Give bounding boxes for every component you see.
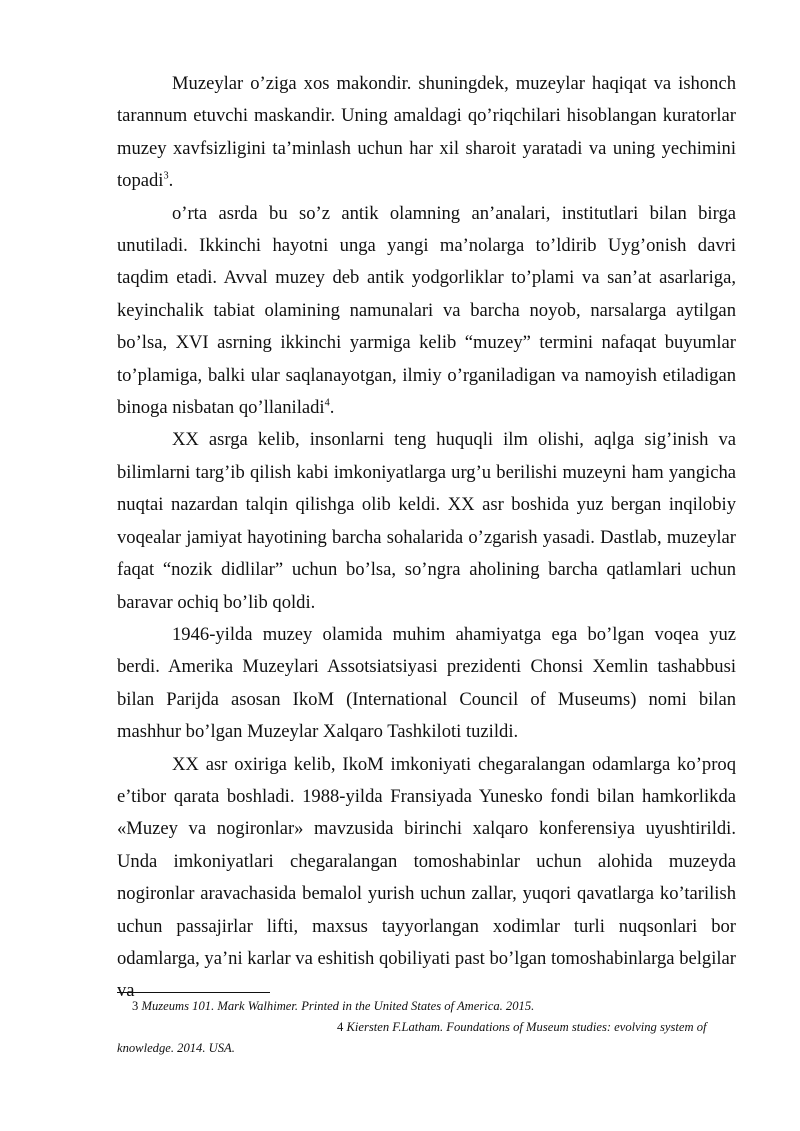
footnote-4 xyxy=(117,1017,736,1059)
footnotes xyxy=(117,996,736,1059)
footnote-text: Muzeums 101. Mark Walhimer. Printed in the United States of America. 2015. xyxy=(141,999,535,1013)
footnote-3 xyxy=(117,996,736,1017)
paragraph-end: . xyxy=(329,397,335,419)
paragraph-2 xyxy=(117,198,736,425)
body-text xyxy=(117,68,736,1008)
paragraph-end: . xyxy=(168,170,174,192)
footnote-ref-3: 3 xyxy=(163,170,169,182)
paragraph-text: o’rta asrda bu so’z antik olamning an’analari, institutlari bilan birga unutiladi. Ikkinchi hayotni unga yangi ma’nolarga to’ldirib Uyg’onish davri taqdim etadi. Avval muzey deb antik yodgorliklar to’plami va san’at asarlariga, keyinchalik tabiat olamining namunalari va barcha noyob, narsalarga aytilgan bo’lsa, XVI asrning ikkinchi yarmiga kelib “muzey” termini nafaqat buyumlar to’plamiga, balki ular saqlanayotgan, ilmiy o’rganiladigan va namoyish etiladigan binoga nisbatan qo’llaniladi xyxy=(117,202,736,419)
paragraph-text: Muzeylar o’ziga xos makondir. shuningdek, muzeylar haqiqat va ishonch tarannum etuvchi maskandir. Uning amaldagi qo’riqchilari hisoblangan kuratorlar muzey xavfsizligini ta’minlash uchun har xil sharoit yaratadi va uning yechimini topadi xyxy=(117,73,736,192)
footnote-separator xyxy=(117,992,270,993)
footnote-text: Kiersten F.Latham. Foundations of Museum studies: evolving system of knowledge. 2014. USA. xyxy=(117,1020,707,1055)
paragraph-5: XX asr oxiriga kelib, IkoM imkoniyati chegaralangan odamlarga ko’proq e’tibor qarata boshladi. 1988-yilda Fransiyada Yunesko fondi bilan hamkorlikda «Muzey va nogironlar» mavzusida birinchi xalqaro konferensiya uyushtirildi. Unda imkoniyatlari chegaralangan tomoshabinlar uchun alohida muzeyda nogironlar aravachasida bemalol yurish uchun zallar, yuqori qavatlarga ko’tarilish uchun passajirlar lifti, maxsus tayyorlangan xodimlar turli nuqsonlari bor odamlarga, ya’ni karlar va eshitish qobiliyati past bo’lgan tomoshabinlarga belgilar va xyxy=(117,753,736,1002)
paragraph-3: XX asrga kelib, insonlarni teng huquqli ilm olishi, aqlga sig’inish va bilimlarni targ’ib qilish kabi imkoniyatlarga urg’u berilishi muzeyni ham yangicha nuqtai nazardan talqin qilishga olib keldi. XX asr boshida yuz bergan inqilobiy voqealar jamiyat hayotining barcha sohalarida o’zgarish yasadi. Dastlab, muzeylar faqat “nozik didlilar” uchun bo’lsa, so’ngra aholining barcha qatlamlari uchun baravar ochiq bo’lib qoldi. xyxy=(117,429,736,613)
paragraph-1 xyxy=(117,68,736,198)
footnote-number: 3 xyxy=(132,999,139,1013)
paragraph-4: 1946-yilda muzey olamida muhim ahamiyatga ega bo’lgan voqea yuz berdi. Amerika Muzeylari Assotsiatsiyasi prezidenti Chonsi Xemlin tashabbusi bilan Parijda asosan IkoM (International Council of Museums) nomi bilan mashhur bo’lgan Muzeylar Xalqaro Tashkiloti tuzildi. xyxy=(117,623,736,743)
footnote-number: 4 xyxy=(337,1020,344,1034)
footnote-ref-4: 4 xyxy=(324,397,330,409)
